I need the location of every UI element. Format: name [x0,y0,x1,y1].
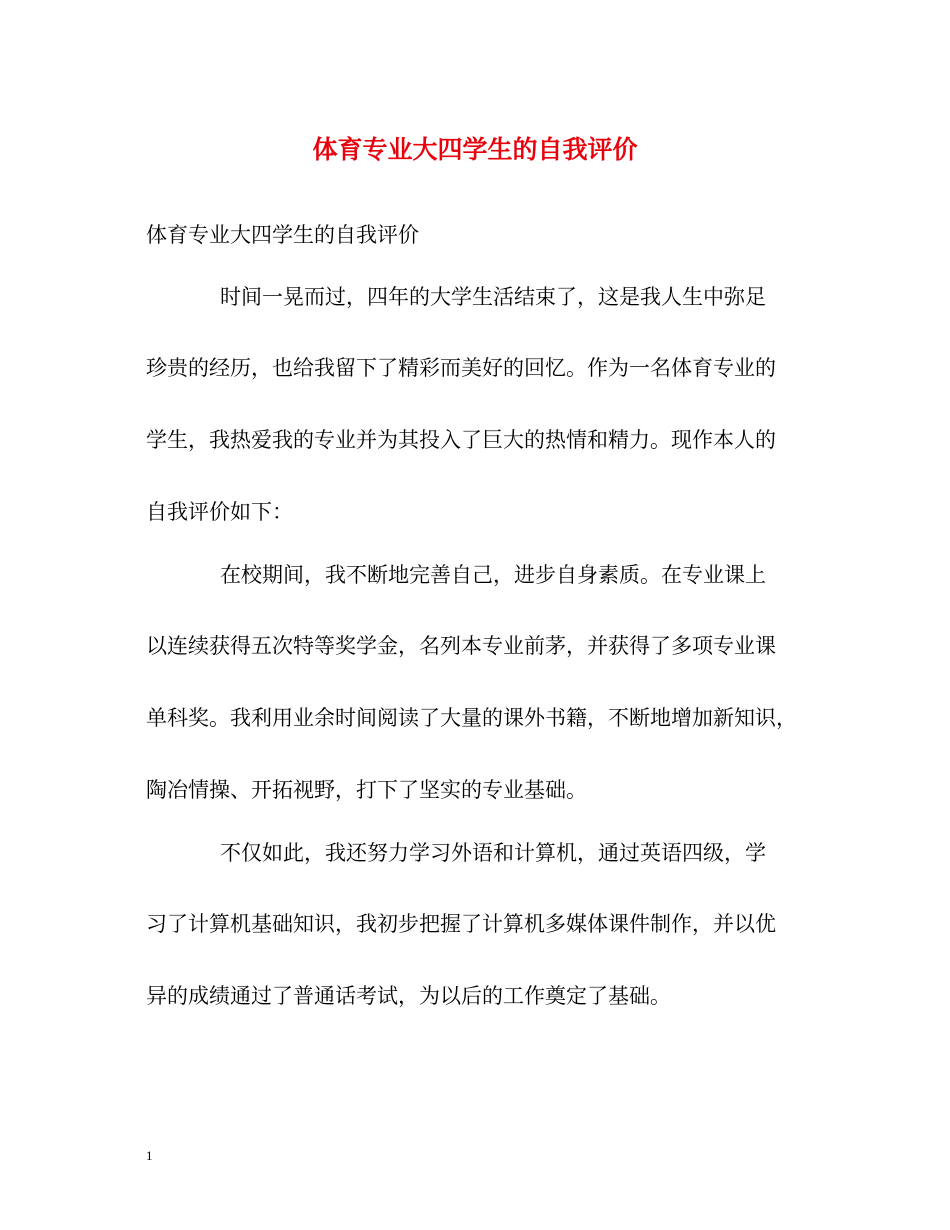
document-title: 体育专业大四学生的自我评价 [312,135,638,164]
paragraph-2-line-3: 单科奖。我利用业余时间阅读了大量的课外书籍，不断地增加新知识， [146,706,797,730]
paragraph-3-line-2: 习了计算机基础知识，我初步把握了计算机多媒体课件制作，并以优 [146,912,776,936]
paragraph-1-line-1: 时间一晃而过，四年的大学生活结束了，这是我人生中弥足 [220,285,766,309]
page-number: 1 [146,1148,153,1163]
document-subtitle: 体育专业大四学生的自我评价 [146,223,419,247]
paragraph-1-line-2: 珍贵的经历，也给我留下了精彩而美好的回忆。作为一名体育专业的 [146,356,776,380]
paragraph-2-line-2: 以连续获得五次特等奖学金，名列本专业前茅，并获得了多项专业课 [146,634,776,658]
paragraph-2-line-4: 陶冶情操、开拓视野，打下了坚实的专业基础。 [146,778,587,802]
paragraph-1-line-4: 自我评价如下： [146,500,293,524]
paragraph-3-line-3: 异的成绩通过了普通话考试，为以后的工作奠定了基础。 [146,984,671,1008]
paragraph-3-line-1: 不仅如此，我还努力学习外语和计算机，通过英语四级，学 [220,841,766,865]
paragraph-1-line-3: 学生，我热爱我的专业并为其投入了巨大的热情和精力。现作本人的 [146,428,776,452]
paragraph-2-line-1: 在校期间，我不断地完善自己，进步自身素质。在专业课上 [220,563,766,587]
